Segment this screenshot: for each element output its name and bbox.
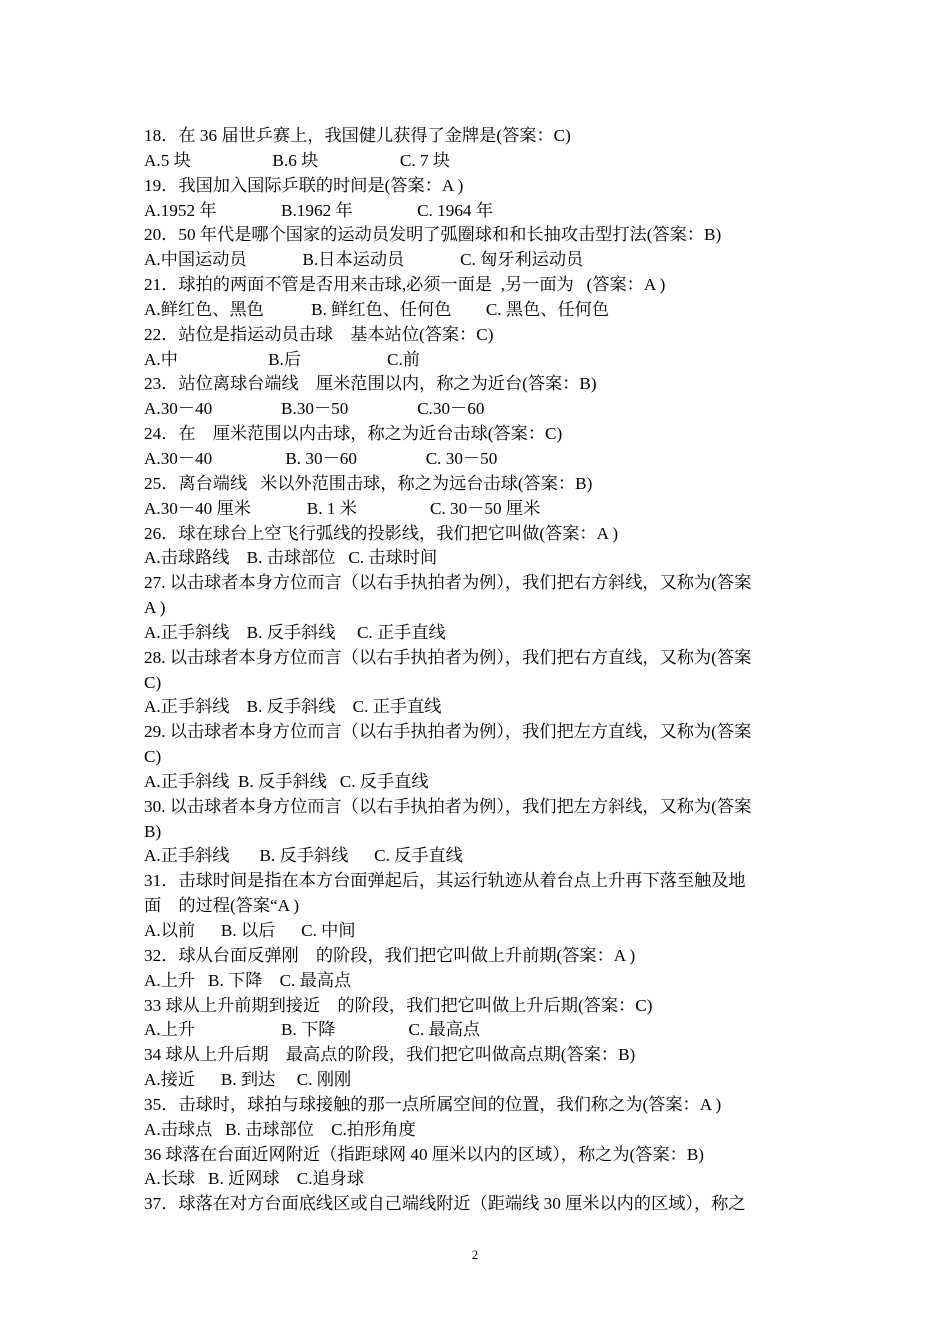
text-line: 19．我国加入国际乒联的时间是(答案：A ) — [144, 175, 464, 195]
text-line: 面 的过程(答案“A ) — [144, 896, 300, 916]
document-body — [144, 124, 810, 1217]
text-line: A.中国运动员 B.日本运动员 C. 匈牙利运动员 — [144, 250, 584, 270]
text-line: B) — [144, 821, 162, 841]
text-line: 28. 以击球者本身方位而言（以右手执拍者为例），我们把右方直线，又称为(答案 — [144, 647, 752, 667]
text-line: A.正手斜线 B. 反手斜线 C. 反手直线 — [144, 771, 429, 791]
text-line: 33 球从上升前期到接近 的阶段，我们把它叫做上升后期(答案：C) — [144, 995, 653, 1015]
text-line: 35．击球时，球拍与球接触的那一点所属空间的位置，我们称之为(答案：A ) — [144, 1094, 722, 1114]
page-number: 2 — [471, 1247, 479, 1262]
text-line: 29. 以击球者本身方位而言（以右手执拍者为例），我们把左方直线，又称为(答案 — [144, 722, 752, 742]
text-line: 30. 以击球者本身方位而言（以右手执拍者为例），我们把左方斜线，又称为(答案 — [144, 796, 752, 816]
text-line: 36 球落在台面近网附近（指距球网 40 厘米以内的区域），称之为(答案：B) — [144, 1144, 705, 1164]
text-line: A.击球点 B. 击球部位 C.拍形角度 — [144, 1119, 416, 1139]
text-line: 25．离台端线 米以外范围击球，称之为远台击球(答案：B) — [144, 473, 593, 493]
text-line: A.5 块 B.6 块 C. 7 块 — [144, 150, 451, 170]
text-line: A.上升 B. 下降 C. 最高点 — [144, 1020, 481, 1040]
text-line: A.30－40 厘米 B. 1 米 C. 30－50 厘米 — [144, 498, 541, 518]
text-line: 34 球从上升后期 最高点的阶段，我们把它叫做高点期(答案：B) — [144, 1045, 636, 1065]
text-line: A ) — [144, 598, 166, 618]
text-line: A.中 B.后 C.前 — [144, 349, 420, 369]
text-line: A.击球路线 B. 击球部位 C. 击球时间 — [144, 548, 438, 568]
text-line: C) — [144, 672, 162, 692]
text-line: A.30－40 B. 30－60 C. 30－50 — [144, 448, 498, 468]
text-line: C) — [144, 747, 162, 767]
text-line: 23．站位离球台端线 厘米范围以内，称之为近台(答案：B) — [144, 374, 597, 394]
text-line: A.1952 年 B.1962 年 C. 1964 年 — [144, 200, 494, 220]
text-line: 20．50 年代是哪个国家的运动员发明了弧圈球和和长抽攻击型打法(答案：B) — [144, 225, 722, 245]
text-line: 24．在 厘米范围以内击球，称之为近台击球(答案：C) — [144, 424, 563, 444]
text-line: A.上升 B. 下降 C. 最高点 — [144, 970, 352, 990]
text-line: 18．在 36 届世乒赛上，我国健儿获得了金牌是(答案：C) — [144, 126, 571, 145]
text-line: A.正手斜线 B. 反手斜线 C. 正手直线 — [144, 697, 442, 717]
text-line: A.长球 B. 近网球 C.追身球 — [144, 1169, 365, 1189]
text-line: A.正手斜线 B. 反手斜线 C. 反手直线 — [144, 846, 463, 866]
text-line: A.30－40 B.30－50 C.30－60 — [144, 399, 485, 419]
text-line: 27. 以击球者本身方位而言（以右手执拍者为例），我们把右方斜线，又称为(答案 — [144, 573, 752, 593]
text-line: A.鲜红色、黑色 B. 鲜红色、任何色 C. 黑色、任何色 — [144, 299, 610, 319]
text-line: A.接近 B. 到达 C. 刚刚 — [144, 1070, 352, 1090]
text-line: 32．球从台面反弹刚 的阶段，我们把它叫做上升前期(答案：A ) — [144, 945, 636, 965]
text-line: 22．站位是指运动员击球 基本站位(答案：C) — [144, 324, 494, 344]
text-line: 26．球在球台上空飞行弧线的投影线，我们把它叫做(答案：A ) — [144, 523, 619, 543]
text-line: 31．击球时间是指在本方台面弹起后，其运行轨迹从着台点上升再下落至触及地 — [144, 871, 746, 891]
text-line: A.以前 B. 以后 C. 中间 — [144, 921, 356, 940]
text-line: A.正手斜线 B. 反手斜线 C. 正手直线 — [144, 622, 446, 642]
text-line: 37．球落在对方台面底线区或自己端线附近（距端线 30 厘米以内的区域），称之 — [144, 1194, 746, 1214]
text-line: 21．球拍的两面不管是否用来击球,必须一面是 ,另一面为 (答案：A ) — [144, 275, 666, 295]
